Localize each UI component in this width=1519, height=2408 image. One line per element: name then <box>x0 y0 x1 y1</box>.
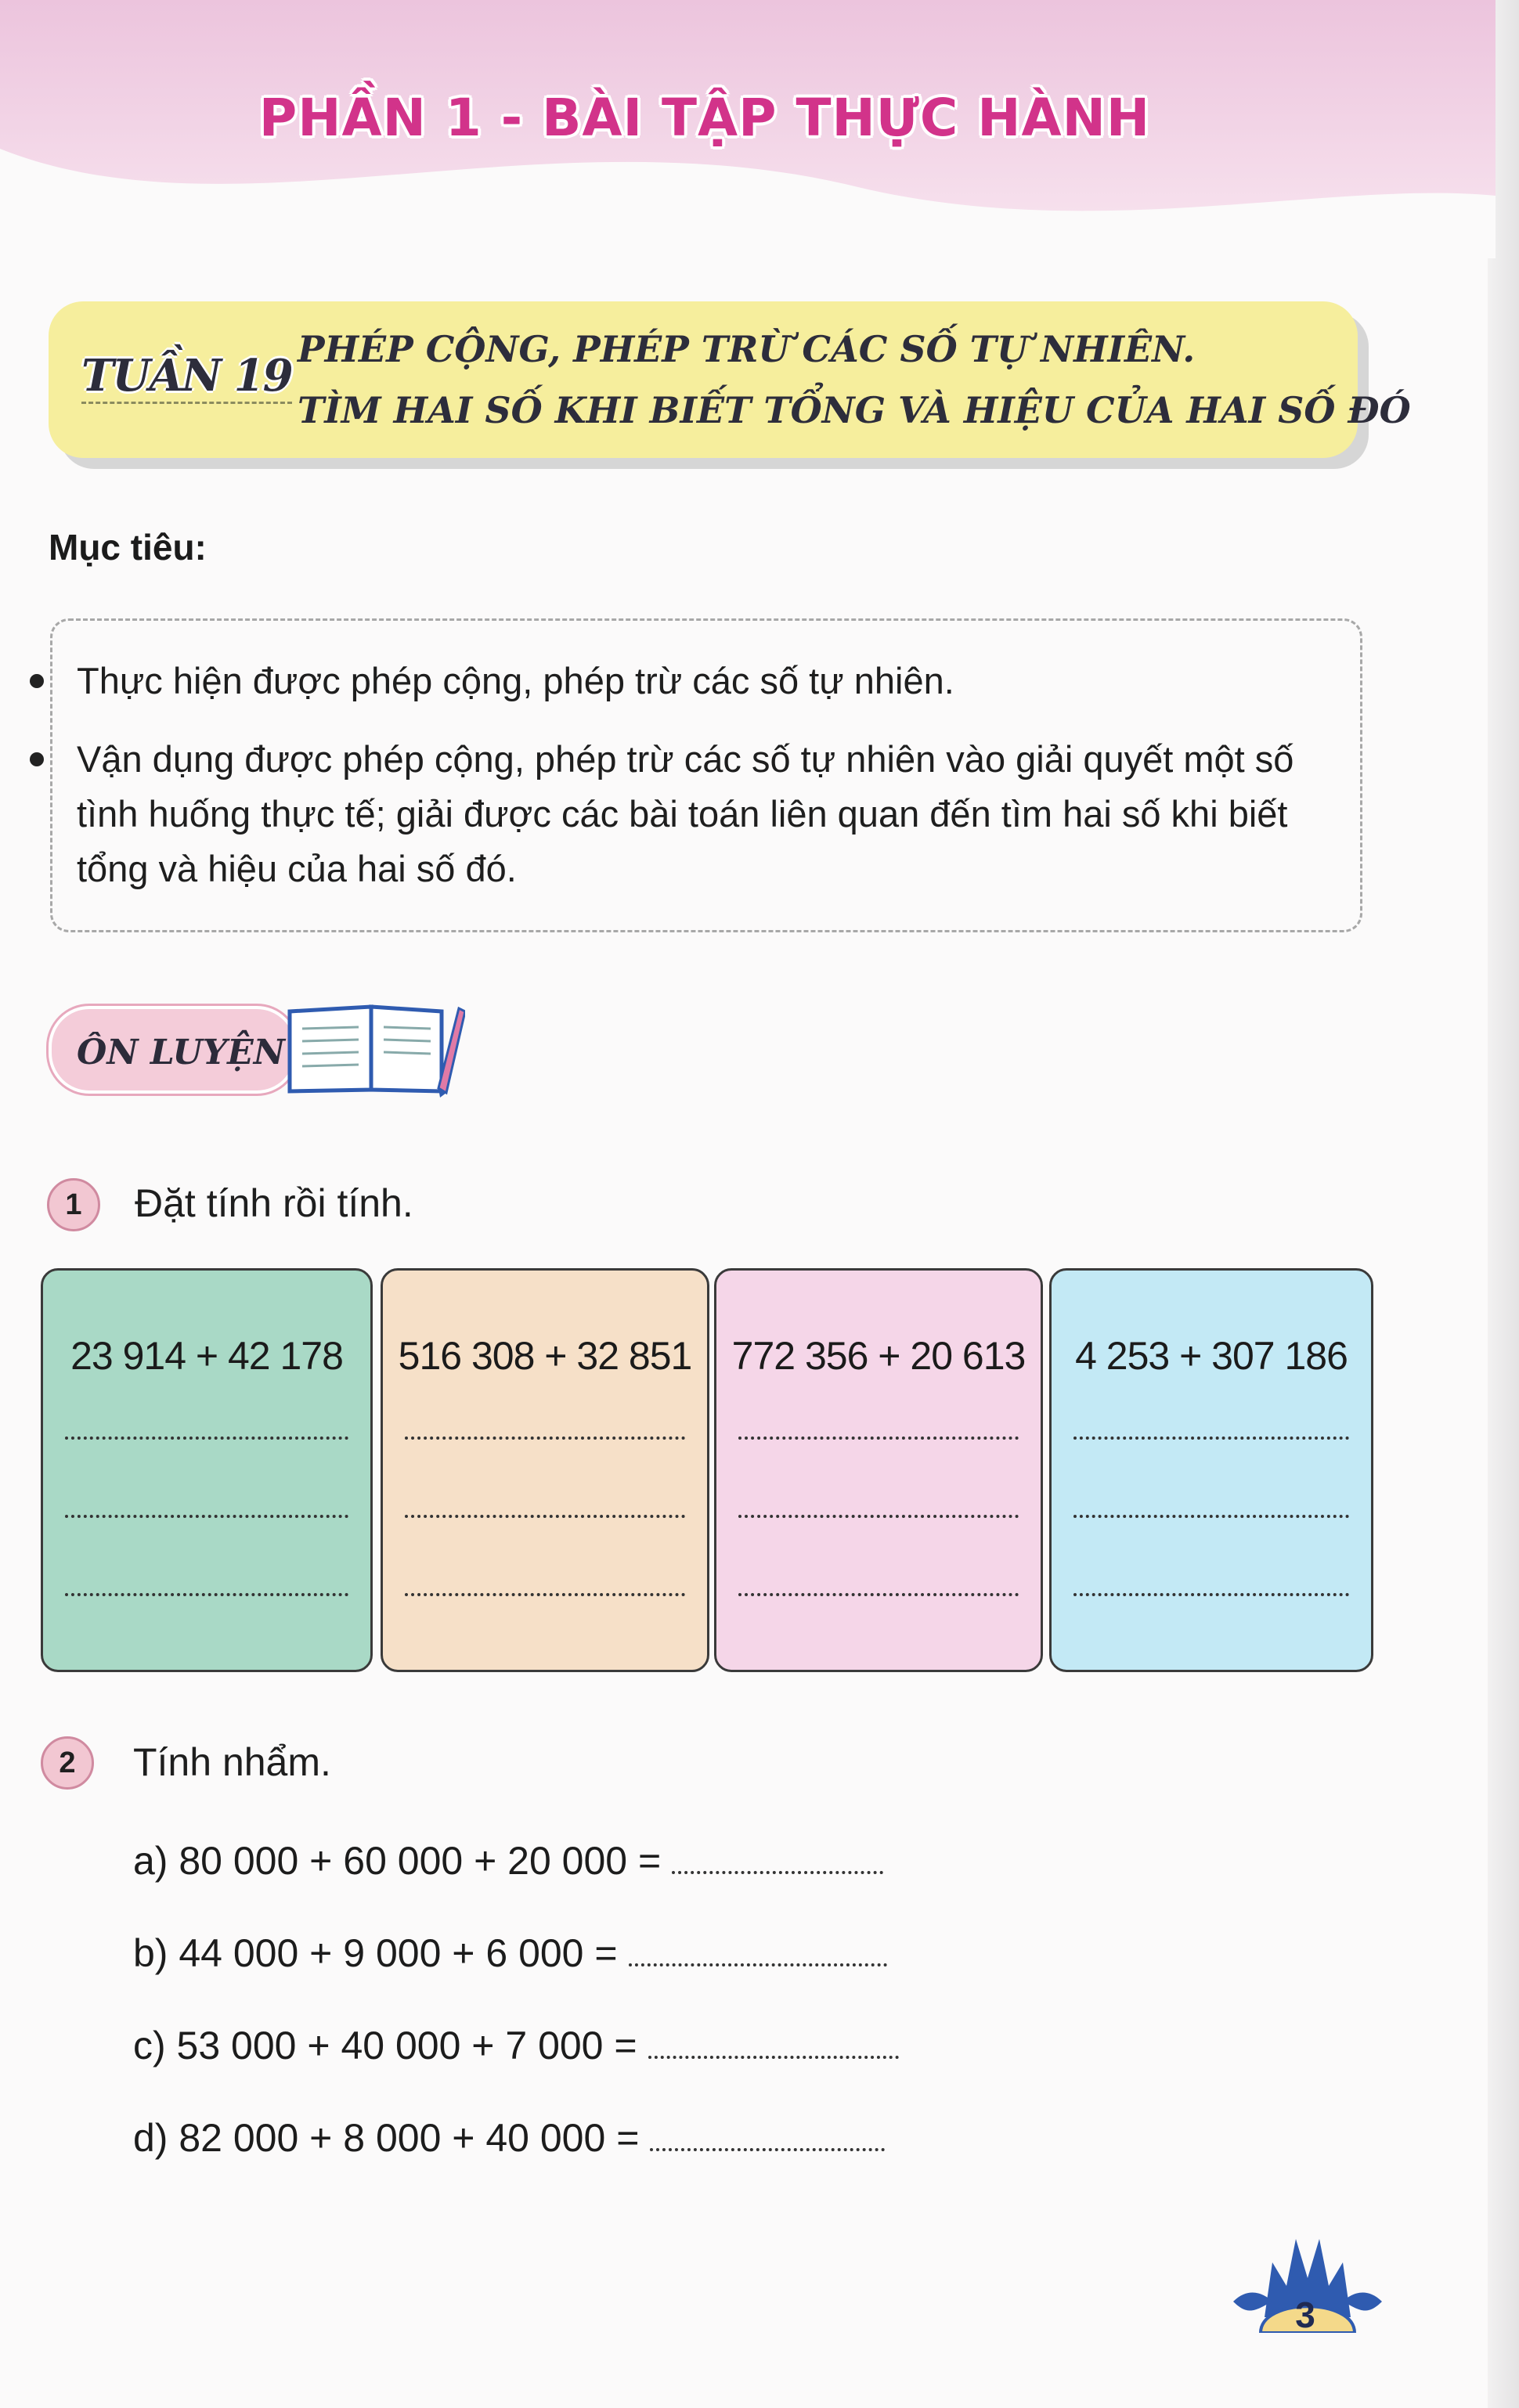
header-wave <box>0 133 1496 258</box>
page-number: 3 <box>1295 2294 1315 2335</box>
mental-math-text: d) 82 000 + 8 000 + 40 000 = <box>133 2116 640 2160</box>
answer-blank[interactable] <box>648 2048 899 2059</box>
answer-line[interactable] <box>405 1593 685 1596</box>
objective-item <box>77 654 1306 708</box>
answer-line[interactable] <box>738 1437 1019 1440</box>
exercise-title: Tính nhẩm. <box>133 1740 331 1784</box>
calc-expression: 23 914 + 42 178 <box>70 1334 343 1378</box>
answer-line[interactable] <box>1073 1437 1349 1440</box>
objective-text: Vận dụng được phép cộng, phép trừ các số tự nhiên vào giải quyết một số tình huống thực tế; giải được các bài toán liên quan đến tìm hai số khi biết tổng và hiệu của hai số đó. <box>77 738 1294 889</box>
exercise-number-badge: 2 <box>41 1736 94 1790</box>
answer-line[interactable] <box>65 1515 348 1518</box>
answer-blank[interactable] <box>672 1863 883 1874</box>
mental-math-item <box>133 1838 883 1884</box>
calc-expression: 4 253 + 307 186 <box>1075 1334 1348 1378</box>
mental-math-item <box>133 1930 887 1976</box>
calc-box <box>1049 1268 1373 1672</box>
answer-line[interactable] <box>405 1515 685 1518</box>
answer-blank[interactable] <box>629 1956 887 1966</box>
exercise-title: Đặt tính rồi tính. <box>135 1181 413 1225</box>
answer-line[interactable] <box>65 1593 348 1596</box>
page-edge <box>1488 0 1519 2408</box>
calc-box <box>41 1268 373 1672</box>
objective-text: Thực hiện được phép cộng, phép trừ các số tự nhiên. <box>77 660 954 701</box>
week-label: TUẦN 19 <box>81 350 292 404</box>
calc-expression: 516 308 + 32 851 <box>398 1334 692 1378</box>
calc-box <box>714 1268 1043 1672</box>
mental-math-text: b) 44 000 + 9 000 + 6 000 = <box>133 1931 618 1975</box>
answer-line[interactable] <box>738 1515 1019 1518</box>
answer-line[interactable] <box>65 1437 348 1440</box>
answer-line[interactable] <box>405 1437 685 1440</box>
week-topic-line1: PHÉP CỘNG, PHÉP TRỪ CÁC SỐ TỰ NHIÊN. <box>298 328 1196 370</box>
mental-math-item <box>133 2023 899 2068</box>
week-banner <box>49 301 1411 458</box>
answer-blank[interactable] <box>650 2140 885 2151</box>
bullet-icon <box>30 674 44 688</box>
mental-math-text: a) 80 000 + 60 000 + 20 000 = <box>133 1839 662 1883</box>
part-title: PHẦN 1 - BÀI TẬP THỰC HÀNH <box>258 88 1151 148</box>
objective-item <box>77 732 1306 896</box>
objectives-title: Mục tiêu: <box>49 527 207 568</box>
week-topic-line2: TÌM HAI SỐ KHI BIẾT TỔNG VÀ HIỆU CỦA HAI SỐ ĐÓ <box>298 389 1411 431</box>
mental-math-text: c) 53 000 + 40 000 + 7 000 = <box>133 2024 637 2067</box>
calc-box <box>381 1268 709 1672</box>
practice-tag <box>49 1006 298 1094</box>
week-topic <box>298 319 1411 441</box>
bullet-icon <box>30 752 44 766</box>
open-book-icon <box>285 996 465 1098</box>
exercise-number-badge: 1 <box>47 1178 100 1231</box>
answer-line[interactable] <box>1073 1593 1349 1596</box>
practice-label: ÔN LUYỆN <box>77 1033 285 1072</box>
calc-expression: 772 356 + 20 613 <box>731 1334 1026 1378</box>
mental-math-item <box>133 2115 885 2161</box>
answer-line[interactable] <box>1073 1515 1349 1518</box>
answer-line[interactable] <box>738 1593 1019 1596</box>
